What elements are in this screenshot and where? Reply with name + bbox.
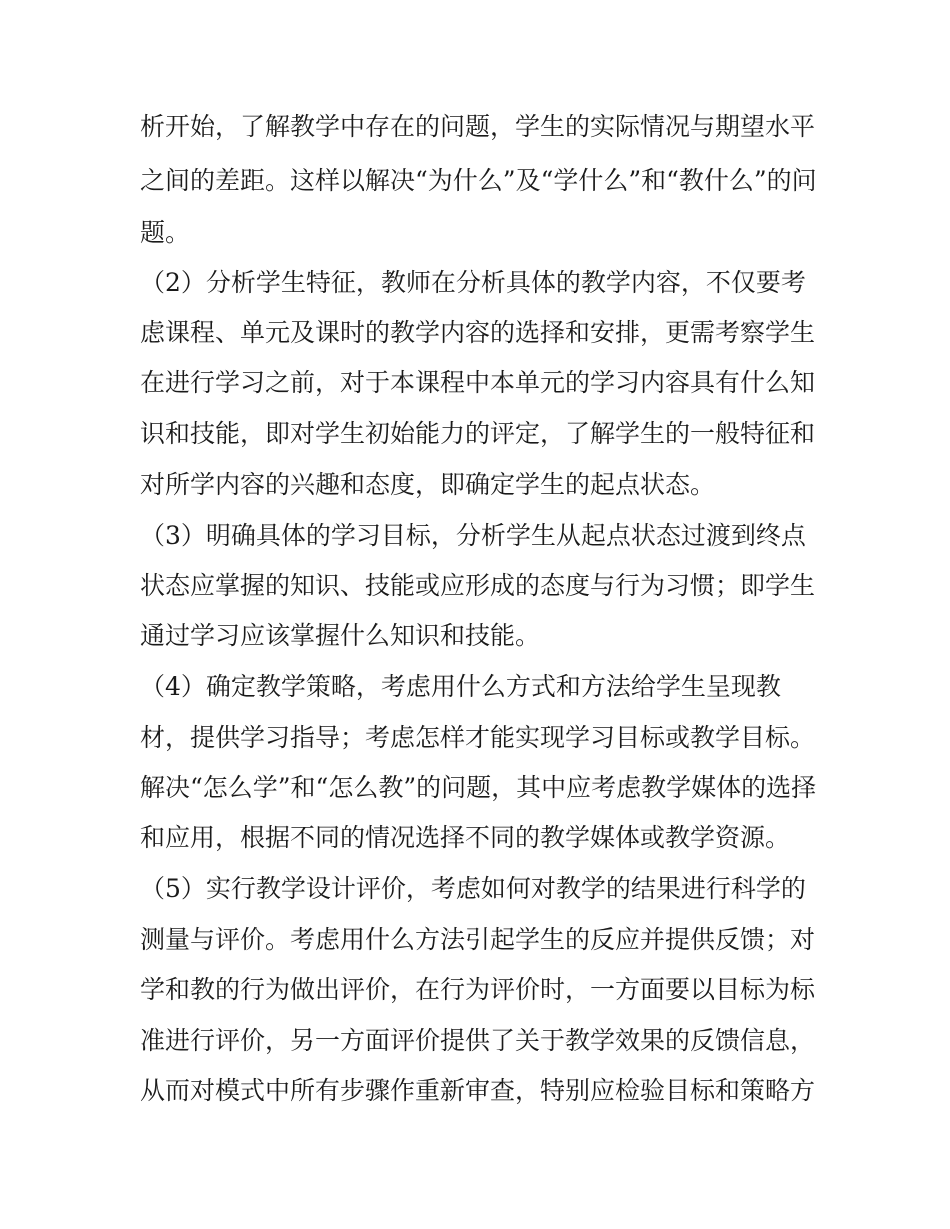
text-line: （4）确定教学策略，考虑用什么方式和方法给学生呈现教 (140, 672, 781, 701)
text-line: （5）实行教学设计评价，考虑如何对教学的结果进行科学的 (140, 874, 806, 903)
text-line: 识和技能，即对学生初始能力的评定，了解学生的一般特征和 (140, 419, 816, 448)
text-line: （2）分析学生特征，教师在分析具体的教学内容，不仅要考 (140, 268, 806, 297)
text-line: 对所学内容的兴趣和态度，即确定学生的起点状态。 (140, 470, 716, 499)
text-line: 虑课程、单元及课时的教学内容的选择和安排，更需考察学生 (140, 318, 816, 347)
text-line: 析开始，了解教学中存在的问题，学生的实际情况与期望水平 (140, 112, 816, 141)
text-line: 测量与评价。考虑用什么方法引起学生的反应并提供反馈；对 (140, 925, 816, 954)
text-line: 材，提供学习指导；考虑怎样才能实现学习目标或教学目标。 (140, 723, 816, 752)
text-line: 通过学习应该掌握什么知识和技能。 (140, 621, 541, 650)
text-line: 状态应掌握的知识、技能或应形成的态度与行为习惯；即学生 (140, 571, 816, 600)
text-line: 在进行学习之前，对于本课程中本单元的学习内容具有什么知 (140, 368, 816, 397)
text-line: （3）明确具体的学习目标，分析学生从起点状态过渡到终点 (140, 521, 806, 550)
text-line: 和应用，根据不同的情况选择不同的教学媒体或教学资源。 (140, 823, 791, 852)
text-line: 学和教的行为做出评价，在行为评价时，一方面要以目标为标 (140, 975, 816, 1004)
text-line: 题。 (140, 218, 191, 247)
text-line: 从而对模式中所有步骤作重新审查，特别应检验目标和策略方 (140, 1076, 816, 1105)
text-line: 解决“怎么学”和“怎么教”的问题，其中应考虑教学媒体的选择 (140, 773, 817, 802)
text-line: 准进行评价，另一方面评价提供了关于教学效果的反馈信息， (140, 1026, 816, 1055)
text-line: 之间的差距。这样以解决“为什么”及“学什么”和“教什么”的问 (140, 166, 817, 195)
